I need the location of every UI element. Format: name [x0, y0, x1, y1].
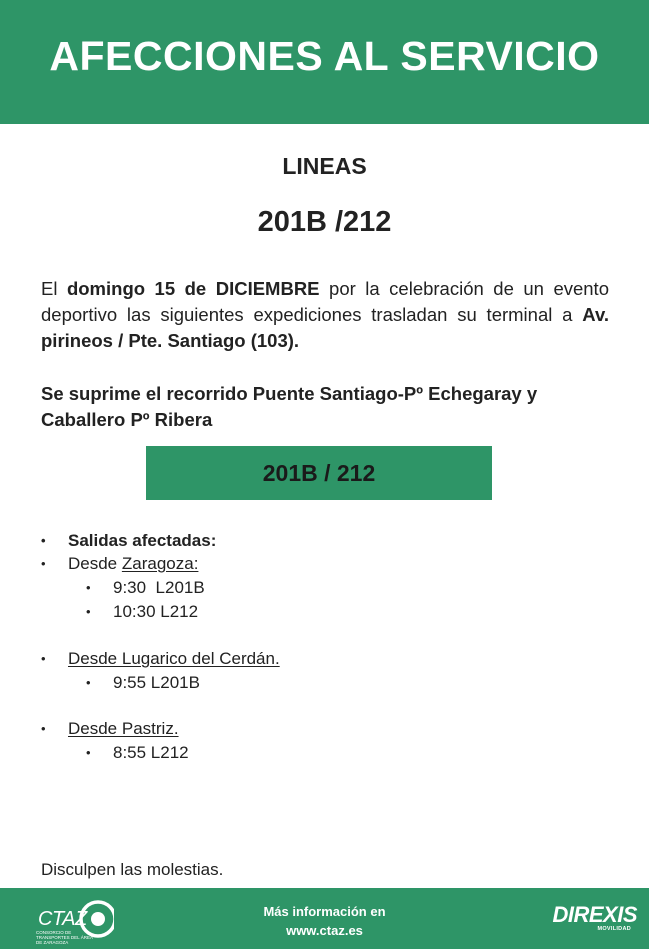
list-item: [86, 672, 200, 694]
departure-time: 10:30 L212: [113, 602, 199, 621]
intro-date: domingo 15 de DICIEMBRE: [66, 278, 320, 299]
ctaz-logo-text: CTAZ: [38, 908, 87, 930]
closing-text: Disculpen las molestias.: [41, 860, 224, 879]
bullet: •: [86, 580, 91, 595]
list-item: [41, 553, 199, 575]
lines-label: LINEAS: [282, 153, 367, 179]
list-item: [86, 577, 205, 599]
bullet: •: [41, 721, 46, 736]
page-title: AFECCIONES AL SERVICIO: [49, 32, 600, 79]
header-banner: [0, 0, 649, 124]
bullet: •: [41, 651, 46, 666]
from-lugarico: Desde Lugarico del Cerdán.: [68, 649, 280, 668]
list-item: [86, 601, 199, 623]
ctaz-logo-subtitle: CONSORCIO DE TRANSPORTES DEL ÁREA DE ZARAGOZA: [36, 930, 93, 945]
lines-number: 201B /212: [257, 206, 392, 238]
from-label: Desde: [68, 554, 122, 573]
bullet: •: [41, 556, 46, 571]
intro-terminal: Av. pirineos / Pte. Santiago (103).: [41, 304, 609, 351]
list-item: [41, 718, 179, 740]
bullet: •: [86, 745, 91, 760]
from-zaragoza: Zaragoza:: [121, 554, 199, 573]
list-item: [86, 742, 189, 764]
departure-time: 9:55 L201B: [113, 673, 200, 692]
bullet: •: [86, 604, 91, 619]
lines-banner: [146, 446, 492, 500]
intro-text-1: El: [41, 278, 67, 299]
from-pastriz: Desde Pastriz.: [68, 719, 179, 738]
direxis-logo-subtitle: MOVILIDAD: [597, 926, 631, 932]
more-info-label: Más información en: [263, 904, 386, 919]
suppression-notice: Se suprime el recorrido Puente Santiago-Pº Echegaray y Caballero Pº Ribera: [41, 383, 538, 430]
website-link[interactable]: www.ctaz.es: [286, 923, 363, 938]
list-item: [41, 530, 217, 552]
direxis-logo: DIREXIS: [552, 902, 637, 927]
list-item: [41, 648, 280, 670]
departure-time: 8:55 L212: [113, 743, 189, 762]
intro-text-2: por la celebración de un evento deportivo las siguientes expediciones trasladan su terminal a: [41, 278, 609, 325]
intro-paragraph: [41, 276, 609, 354]
footer: [0, 888, 649, 949]
departure-time: 9:30 L201B: [113, 578, 205, 597]
lines-banner-text: 201B / 212: [262, 459, 376, 486]
bullet: •: [41, 533, 46, 548]
affected-heading: Salidas afectadas:: [68, 531, 217, 550]
bullet: •: [86, 675, 91, 690]
